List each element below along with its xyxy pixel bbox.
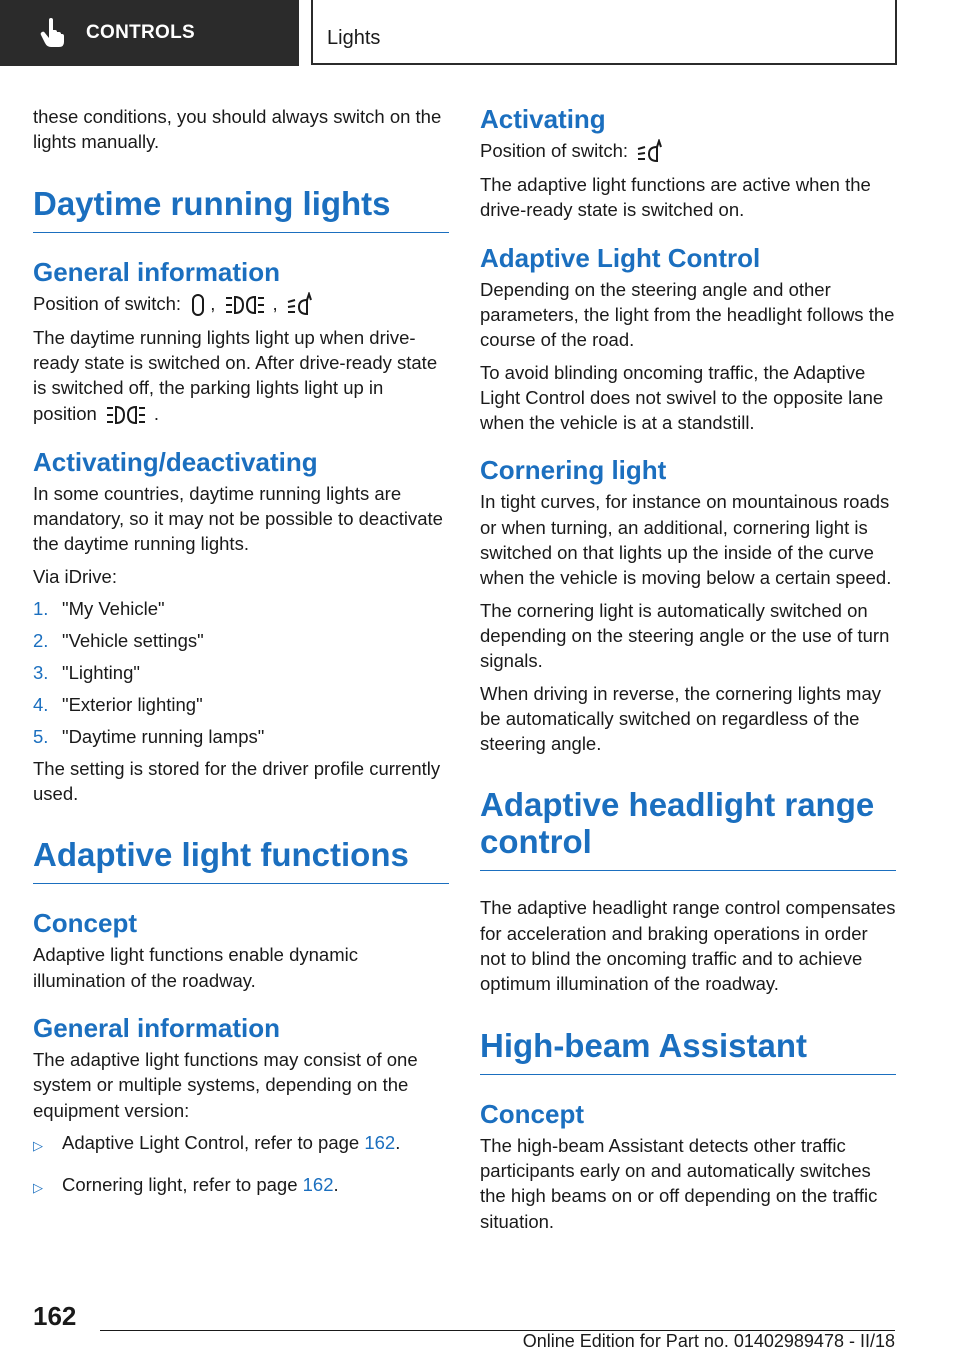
step-number: 1.: [33, 597, 49, 619]
alc-heading: Adaptive Light Control: [480, 242, 761, 273]
cornering-text-3: When driving in reverse, the cornering lights may be automatically switched on regardless of the steering angle.: [480, 682, 882, 755]
chapter-title: Lights: [327, 27, 381, 49]
general-info-text-2: The adaptive light functions may consist of one system or multiple systems, depending on the equipment version:: [33, 1049, 418, 1121]
left-column: [33, 104, 449, 1214]
step-number: 2.: [33, 629, 49, 651]
ahrc-text: The adaptive headlight range control compensates for acceleration and braking operations in order not to blind the oncoming traffic and to achieve optimum illumination of the roadway.: [480, 897, 896, 995]
step-text: "My Vehicle": [62, 597, 165, 619]
page-header: [0, 0, 960, 66]
auto-headlight-icon: [287, 292, 315, 318]
activating-deactivating-heading: Activating/deactivating: [33, 446, 318, 477]
drl-text-b: .: [153, 402, 160, 424]
cornering-text-1: In tight curves, for instance on mountainous roads or when turning, an additional, cornering light is switched on that lights up the inside of the curve when the vehicle is moving below a certain speed.: [480, 491, 892, 589]
cornering-light-heading: Cornering light: [480, 455, 667, 486]
drl-heading: Daytime running lights: [33, 185, 449, 233]
separator: ,: [210, 292, 216, 314]
high-beam-assistant-heading: High-beam Assistant: [480, 1027, 896, 1075]
step-number: 4.: [33, 693, 49, 715]
auto-headlight-icon: [637, 139, 665, 165]
switch-position-label: Position of switch:: [480, 140, 629, 161]
step-text: "Lighting": [62, 661, 140, 683]
page-number: 162: [33, 1301, 77, 1331]
idrive-steps: [33, 596, 449, 749]
activating-deactivating-text: In some countries, daytime running lights are mandatory, so it may not be possible to deactivate the daytime running lights.: [33, 482, 443, 555]
switch-off-icon: [190, 293, 206, 317]
step-item: [33, 628, 449, 653]
page-reference-link[interactable]: 162: [364, 1131, 396, 1153]
list-item: [33, 1172, 449, 1197]
switch-position-label: Position of switch:: [33, 292, 182, 314]
switch-position-line: [480, 138, 896, 165]
step-text: "Vehicle settings": [62, 629, 204, 651]
alc-text-2: To avoid blinding oncoming traffic, the Adaptive Light Control does not swivel to the opposite lane when the vehicle is at a standstill.: [480, 361, 884, 434]
bullet-triangle-icon: ▷: [33, 1137, 43, 1153]
step-item: [33, 724, 449, 749]
activating-text: The adaptive light functions are active when the drive-ready state is switched on.: [480, 174, 871, 221]
step-item: [33, 596, 449, 621]
edition-text: Online Edition for Part no. 01402989478 - II/18: [522, 1331, 895, 1351]
step-number: 5.: [33, 725, 49, 747]
step-text: "Daytime running lamps": [62, 725, 265, 747]
right-column: [480, 104, 896, 1241]
step-item: [33, 692, 449, 717]
general-info-heading-2: General information: [33, 1013, 281, 1044]
step-number: 3.: [33, 661, 49, 683]
parking-lights-icon: [225, 293, 269, 317]
drl-text-a: The daytime running lights light up when drive-ready state is switched on. After drive-ready state is switched off, the parking lights light up in position: [33, 326, 438, 424]
general-info-heading: General information: [33, 256, 281, 287]
step-text: "Exterior lighting": [62, 693, 203, 715]
systems-list: [33, 1130, 449, 1197]
ahrc-heading: Adaptive headlight range control: [480, 786, 896, 871]
bullet-triangle-icon: ▷: [33, 1179, 43, 1195]
concept-text: Adaptive light functions enable dynamic illumination of the roadway.: [33, 944, 358, 991]
step-item: [33, 660, 449, 685]
stored-text: The setting is stored for the driver profile currently used.: [33, 757, 441, 805]
parking-lights-icon: [106, 403, 150, 427]
switch-position-line: [33, 291, 449, 318]
hand-pointer-icon: [40, 18, 66, 48]
list-item-end: .: [395, 1131, 401, 1153]
list-item-end: .: [333, 1173, 339, 1195]
concept-heading: Concept: [33, 908, 137, 939]
chapter-box: [311, 0, 897, 65]
section-title: CONTROLS: [86, 22, 196, 43]
drl-text: [33, 325, 449, 427]
separator: ,: [272, 292, 278, 314]
list-item-text: Cornering light, refer to page: [62, 1173, 303, 1195]
page-reference-link[interactable]: 162: [302, 1173, 334, 1195]
hba-concept-text: The high-beam Assistant detects other traffic participants early on and automatically switches the high beams on or off depending on the traffic situation.: [480, 1134, 878, 1232]
list-item-text: Adaptive Light Control, refer to page: [62, 1131, 365, 1153]
adaptive-light-functions-heading: Adaptive light functions: [33, 836, 449, 884]
activating-heading: Activating: [480, 104, 606, 134]
cornering-text-2: The cornering light is automatically switched on depending on the steering angle or the use of turn signals.: [480, 599, 890, 672]
via-idrive-label: Via iDrive:: [33, 565, 117, 587]
hba-concept-heading: Concept: [480, 1098, 584, 1129]
section-tab: [0, 0, 299, 66]
alc-text-1: Depending on the steering angle and other parameters, the light from the headlight follows the course of the road.: [480, 278, 895, 351]
list-item: [33, 1130, 449, 1155]
intro-text: these conditions, you should always switch on the lights manually.: [33, 106, 442, 153]
